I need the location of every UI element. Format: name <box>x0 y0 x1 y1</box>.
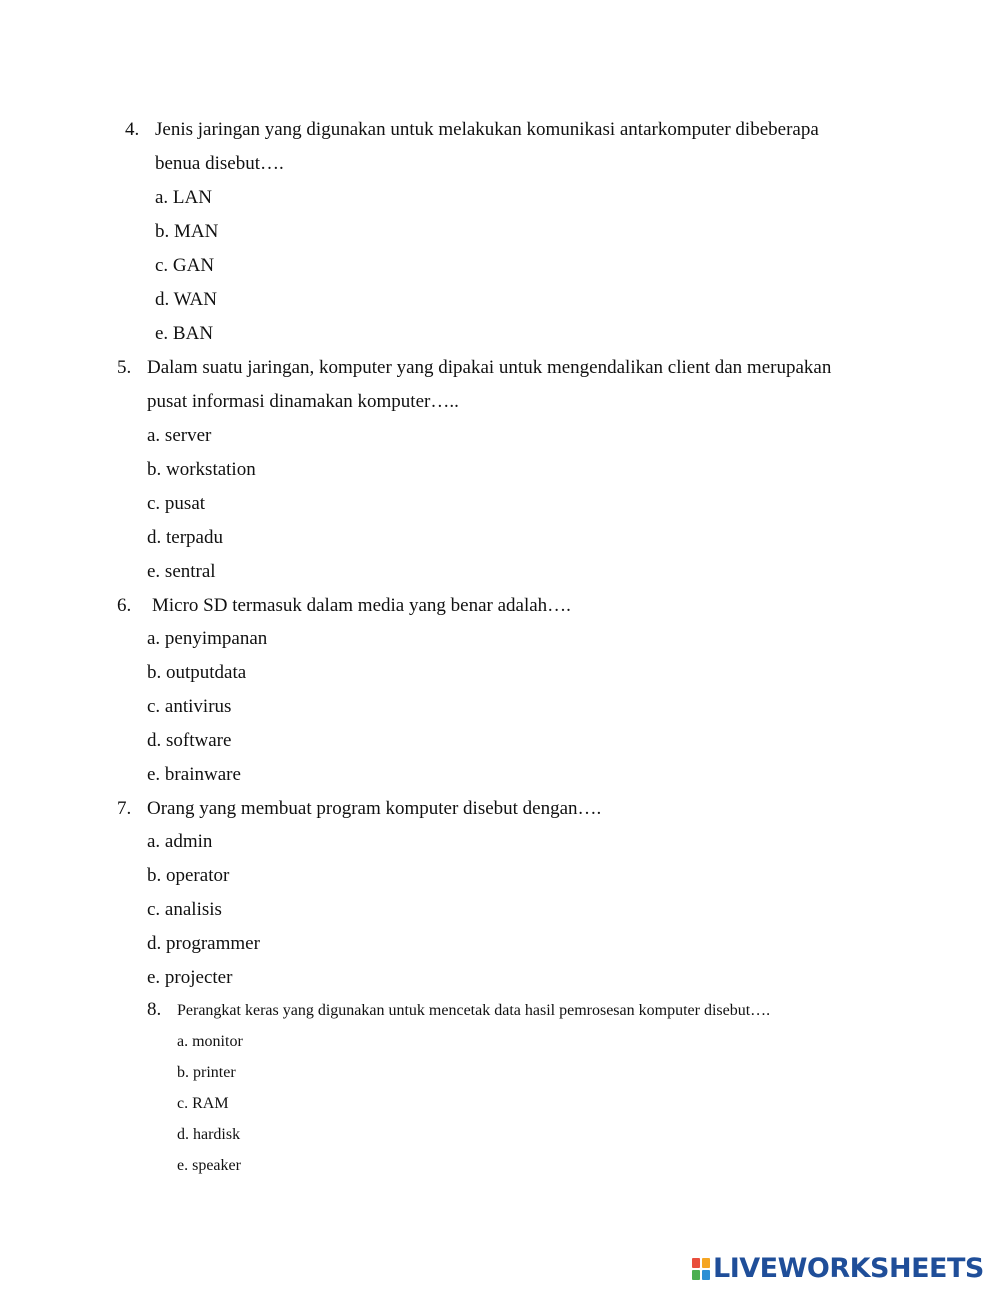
question-5-option-e[interactable]: e. sentral <box>147 561 216 582</box>
question-4-option-d[interactable]: d. WAN <box>155 289 217 310</box>
question-4-text-line1: Jenis jaringan yang digunakan untuk melakukan komunikasi antarkomputer dibeberapa <box>155 119 819 140</box>
question-4-text-line2: benua disebut…. <box>155 153 284 174</box>
question-7-option-d[interactable]: d. programmer <box>147 933 260 954</box>
question-5-option-b[interactable]: b. workstation <box>147 459 256 480</box>
question-4-option-b[interactable]: b. MAN <box>155 221 219 242</box>
liveworksheets-logo <box>692 1252 992 1286</box>
question-7-text-line1: Orang yang membuat program komputer disebut dengan…. <box>147 798 602 819</box>
question-4-option-a[interactable]: a. LAN <box>155 187 212 208</box>
question-8-text-line1: Perangkat keras yang digunakan untuk mencetak data hasil pemrosesan komputer disebut…. <box>177 1002 771 1019</box>
question-7-option-b[interactable]: b. operator <box>147 865 230 886</box>
question-4-option-c[interactable]: c. GAN <box>155 255 215 276</box>
question-6-text-line1: Micro SD termasuk dalam media yang benar adalah…. <box>152 595 571 616</box>
question-8-option-c[interactable]: c. RAM <box>177 1095 229 1112</box>
question-7-option-e[interactable]: e. projecter <box>147 967 233 988</box>
liveworksheets-logo-text: LIVEWORKSHEETS <box>713 1253 984 1284</box>
question-5-text-line1: Dalam suatu jaringan, komputer yang dipakai untuk mengendalikan client dan merupakan <box>147 357 832 378</box>
question-6-option-d[interactable]: d. software <box>147 730 232 751</box>
question-6-number: 6. <box>117 595 132 616</box>
question-5-option-a[interactable]: a. server <box>147 425 212 446</box>
question-6-option-e[interactable]: e. brainware <box>147 764 241 785</box>
question-6-option-a[interactable]: a. penyimpanan <box>147 628 268 649</box>
question-5-option-c[interactable]: c. pusat <box>147 493 206 514</box>
question-6-option-b[interactable]: b. outputdata <box>147 662 247 683</box>
question-8-option-d[interactable]: d. hardisk <box>177 1126 241 1143</box>
question-5-text-line2: pusat informasi dinamakan komputer….. <box>147 391 459 412</box>
question-6-option-c[interactable]: c. antivirus <box>147 696 232 717</box>
question-7-option-a[interactable]: a. admin <box>147 831 213 852</box>
question-8-number: 8. <box>147 999 162 1020</box>
question-7-option-c[interactable]: c. analisis <box>147 899 222 920</box>
question-5-number: 5. <box>117 357 132 378</box>
liveworksheets-mark-icon <box>692 1258 710 1280</box>
question-7-number: 7. <box>117 798 132 819</box>
question-8-option-a[interactable]: a. monitor <box>177 1033 243 1050</box>
question-4-option-e[interactable]: e. BAN <box>155 323 214 344</box>
question-4-number: 4. <box>125 119 140 140</box>
question-8-option-b[interactable]: b. printer <box>177 1064 236 1081</box>
question-8-option-e[interactable]: e. speaker <box>177 1157 241 1174</box>
question-5-option-d[interactable]: d. terpadu <box>147 527 223 548</box>
